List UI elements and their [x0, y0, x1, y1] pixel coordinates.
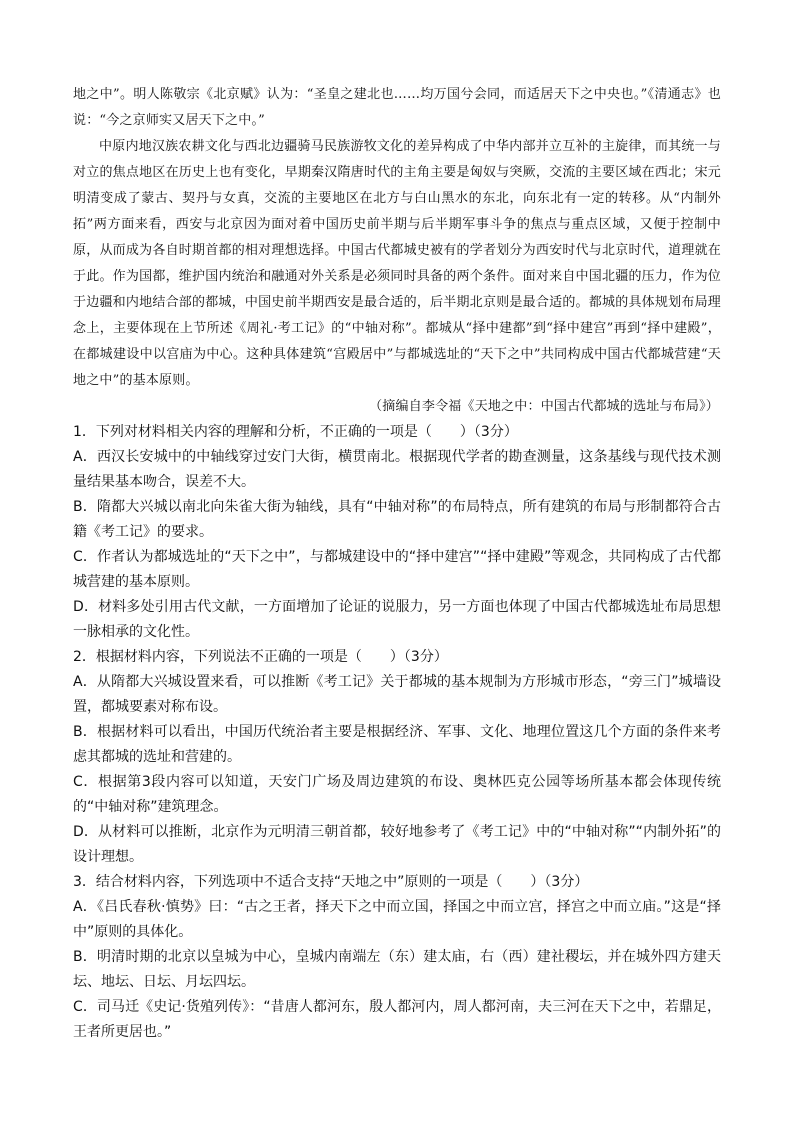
passage-paragraph-1: 地之中”。明人陈敬宗《北京赋》认为：“圣皇之建北也……均万国兮会同，而适居天下之中央也。”《清通志》也说：“今之京师实又居天下之中。”: [73, 87, 721, 128]
question-3: [73, 870, 721, 1045]
question-option-a: A．《吕氏春秋·慎势》曰：“古之王者，择天下之中而立国，择国之中而立宫，择宫之中而立庙。”这是“择中”原则的具体化。: [73, 899, 721, 940]
question-option-c: C．作者认为都城选址的“天下之中”，与都城建设中的“择中建宫”“择中建殿”等观念，共同构成了古代都城营建的基本原则。: [73, 549, 721, 590]
question-option-d: D．材料多处引用古代文献，一方面增加了论证的说服力，另一方面也体现了中国古代都城选址布局思想一脉相承的文化性。: [73, 599, 721, 640]
reading-passage: [73, 82, 721, 420]
document-page: [73, 82, 721, 1045]
question-1: [73, 420, 721, 645]
question-2: [73, 645, 721, 870]
question-option-c: C．根据第3段内容可以知道，天安门广场及周边建筑的布设、奥林匹克公园等场所基本都会体现传统的“中轴对称”建筑理念。: [73, 774, 721, 815]
question-list: [73, 420, 721, 1045]
question-option-c: C．司马迁《史记·货殖列传》：“昔唐人都河东，殷人都河内，周人都河南，夫三河在天下之中，若鼎足，王者所更居也。”: [73, 999, 721, 1040]
passage-source: （摘编自李令福《天地之中：中国古代都城的选址与布局》）: [369, 399, 719, 414]
question-option-a: A．西汉长安城中的中轴线穿过安门大街，横贯南北。根据现代学者的勘查测量，这条基线与现代技术测量结果基本吻合，误差不大。: [73, 449, 721, 490]
question-option-b: B．根据材料可以看出，中国历代统治者主要是根据经济、军事、文化、地理位置这几个方面的条件来考虑其都城的选址和营建的。: [73, 724, 721, 765]
question-stem: 2．根据材料内容，下列说法不正确的一项是（ ）（3分）: [73, 649, 448, 665]
question-stem: 1．下列对材料相关内容的理解和分析，不正确的一项是（ ）（3分）: [73, 424, 518, 440]
question-option-d: D．从材料可以推断，北京作为元明清三朝首都，较好地参考了《考工记》中的“中轴对称”“内制外拓”的设计理想。: [73, 824, 721, 865]
question-option-a: A．从隋都大兴城设置来看，可以推断《考工记》关于都城的基本规制为方形城市形态，“旁三门”城墙设置，都城要素对称布设。: [73, 674, 721, 715]
question-option-b: B．隋都大兴城以南北向朱雀大街为轴线，具有“中轴对称”的布局特点，所有建筑的布局与形制都符合古籍《考工记》的要求。: [73, 499, 721, 540]
question-stem: 3．结合材料内容，下列选项中不适合支持“天地之中”原则的一项是（ ）（3分）: [73, 874, 589, 890]
passage-paragraph-2: 中原内地汉族农耕文化与西北边疆骑马民族游牧文化的差异构成了中华内部并立互补的主旋律，而其统一与对立的焦点地区在历史上也有变化，早期秦汉隋唐时代的主角主要是匈奴与突厥，交流的主要区域在西北；宋元明清变成了蒙古、契丹与女真，交流的主要地区在北方与白山黑水的东北，向东北有一定的转移。从“内制外拓”两方面来看，西安与北京因为面对着中国历史前半期与后半期军事斗争的焦点与重点区域，又便于控制中原，从而成为各自时期首都的相对理想选择。中国古代都城史被有的学者划分为西安时代与北京时代，道理就在于此。作为国都，维护国内统治和融通对外关系是必须同时具备的两个条件。面对来自中国北疆的压力，作为位于边疆和内地结合部的都城，中国史前半期西安是最合适的，后半期北京则是最合适的。都城的具体规划布局理念上，主要体现在上节所述《周礼·考工记》的“中轴对称”。都城从“择中建都”到“择中建宫”再到“择中建殿”，在都城建设中以宫庙为中心。这种具体建筑“宫殿居中”与都城选址的“天下之中”共同构成中国古代都城营建“天地之中”的基本原则。: [73, 139, 721, 388]
question-option-b: B．明清时期的北京以皇城为中心，皇城内南端左（东）建太庙，右（西）建社稷坛，并在城外四方建天坛、地坛、日坛、月坛四坛。: [73, 949, 721, 990]
